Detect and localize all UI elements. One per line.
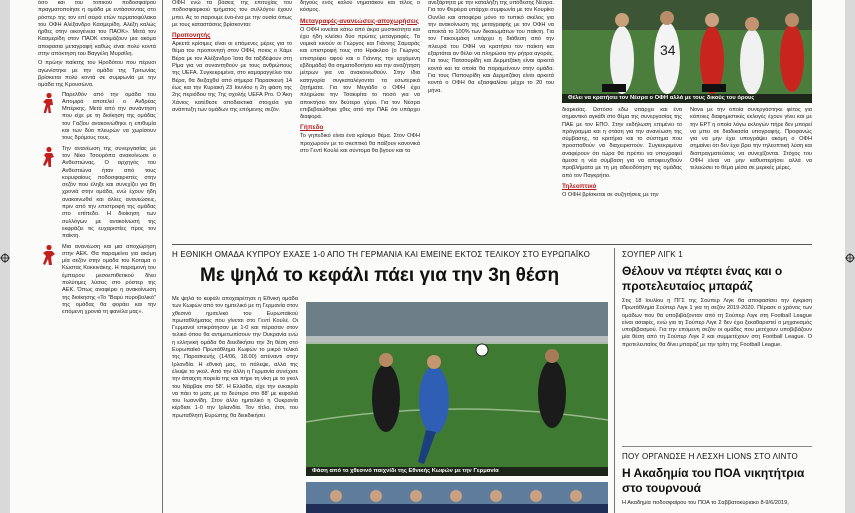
brief-text: Την ανανέωση της συνεργασίας με τον Νίκο Τσουρόπα ανακοίνωσε ο Ανθεστιώνας. Ο αρχηγός του Ανθεστιώνα ήταν από τους κορυφαίους ποδοσφαιριστές στην σεζόν που έληξε και συνεχίζει για 8η χρονιά στην ομάδα, ενώ έχουν ήδη ανακοινωθεί και άλλες ανανεώσεις, πριν από την επιστροφή της ομάδας στο επίπεδο. Η διοίκηση των συλλόγων με ανακοίνωσή της εκφράζει τις ευχαριστίες προς τον παίκτη. <box>62 145 156 240</box>
side2-story-text <box>622 500 812 513</box>
article-column-2 <box>172 0 292 236</box>
side-headline: Θέλουν να πέφτει ένας και ο προτελευταίος μπαράζ <box>622 264 783 293</box>
top-photo-caption: Θέλει να κρατήσει τον Νέσρα ο ΟΦΗ αλλά με τους δικούς του όρους <box>562 94 812 103</box>
col3-text2: Ο ΟΦΗ κινείται κάτω από άκρα μυστικότητα και έχει ήδη κλείσει δύο πρώτες μεταγραφές. Τα νομικά κινούν οι Γιώργος και Γιάννης Σαμαράς και επιστροφή τους στο Ηράκλειο (ο Γιώργος επιστρέφει αφού και ο Γιάννης την ερχόμενη εβδομάδα) θα σηματοδοτήσει και την αναζήτηση μέτρων για να ανακοινωθούν. Στην ίδια κατηγορία συγκαταλέγονται τα εσωτερικά ζητήματα. Για τον Μεγιάδο ο ΟΦΗ έχει πληρώσει την Τσακιρίτα το ποσό για να αποκτήσει τον δεύτερο γύρο. Για τον Νέσρα επιβεβαιώθηκε χθες από την ΠΑΕ ότι υπάρχει διαφορά. <box>300 26 420 121</box>
section-divider <box>172 244 812 245</box>
side-story-text <box>622 298 812 438</box>
article-column-5 <box>562 107 682 236</box>
main-story-text <box>172 296 298 513</box>
newspaper-page <box>10 0 845 513</box>
subhead-stadium: Γήπεδο <box>300 124 324 132</box>
side2-story-body: Η Ακαδημία ποδοσφαίρου του ΠΟΑ το Σαββατοκύριακο 8-9/6/2019, <box>622 500 789 506</box>
main-story-body: Με ψηλά το κεφάλι αποχαιρέτησε η Εθνική ομάδα των Κωφών από τον ημιτελικό με τη Γερμανία στον χθεσινό ημιτελικό του Ευρωπαϊκού πρωταθλήματος που γίνεται στο Γεντί Κουλέ. Οι Γερμανοί επικράτησαν με 1-0 και πέρασαν στον τελικό όπου θα αντιμετωπίσουν την Ουκρανία ενώ η ελληνική ομάδα θα διεκδικήσει την 3η θέση στο Ευρωπαϊκό Πρωτάθλημα Κωφών το μικρό τελικό της Παρασκευής (14/06, 18.00) απέναντι στην Ιρλανδία. Η εθνική μας, το πάλεψε, αλλά της έλειψε το γκολ. Από την άλλη η Γερμανία συνέχισε την άπαιχτη πορεία της και πήρε τη νίκη με το γκολ του Νάρβακ στο 58'. Η Ελλάδα, είχε την ευκαιρία να πάει το ματς με το δεύτερο στο 88' με κεφαλιά του Ιωαννίδη. Στον άλλο ημιτελικό η Ουκρανία κέρδισε 1-0 την Ιρλανδία. Τον τίτλο, έτσι, του πρωταθλητή Ευρώπης θα διεκδικήσει <box>172 296 298 419</box>
column-rule <box>614 248 615 513</box>
main-photo <box>306 302 608 476</box>
side-story-body: Στις 18 Ιουλίου η ΠΓΣ της Σούπερ Λιγκ θα αποφασίσει την έγκριση Πρωτάθλημα Σούπερ Λιγκ 1 για τη σεζόν 2019-2020. Πέρασε ο χρόνος των ομάδων που θα υποβιβάζονταν από τη Σούπερ Λιγκ στη Football League είναι ασαφές, ενώ για τη Σούπερ Λιγκ 2 δεν έχει ξεκαθαριστεί ο μηχανισμός υποβιβασμού. Για την επόμενη σεζόν οι ομάδες που μετέχουν υποβιβάζουν μία θέση από τη Σούπερ Λιγκ 2 και συμμετέχουν στη Football League. Ο προτελευταίος θα δίνει μπαράζ με την τρίτη της Football League. <box>622 298 812 348</box>
football-match-image <box>306 302 608 476</box>
brief-text: Μια ανανέωση και μια αποχώρηση στην ΑΕΚ. Θα παραμείνει για ακόμη μία σεζόν στην ομάδα του Κοταμα ο Κώστας Κοκκινάκης. Η παραμονή του έμπειρου μεσοεπιθετικού δίνει πολύτιμες λύσεις στο ρόστερ της ΑΕΚ. Όπως αναφέρει η ανακοίνωση της διοίκησης «Το "Βαρύ πυροβολικό" της ομάδας θα φοράει και την επόμενη χρονιά τη φανέλα μας». <box>62 243 156 316</box>
subhead-coach: Προπονητής <box>172 32 211 40</box>
side-divider <box>622 446 812 447</box>
team-photo-image <box>306 482 608 513</box>
col4-text1: ανεξάρτητα με την καταλήξη της υπόθεσης Νέσρα. Για τον Φερέιρα υπάρχει συμφωνία με τον Κουρίκο Ουνίλο και αποφέρει μόνο το τυπικό σκέλος για την ανακοίνωση της μεταγραφής με τον ΟΦΗ να αποκτά το 100% των δικαιωμάτων του παίκτη. Για τον Γιακουμάκη υπάρχει η διάθεση από την πλευρά του ΟΦΗ να κρατήσει τον παίκτη και εξαρτάται αν θέλει να πληρώσει την ρήτρα αγοράς. Για τους Πατσουρίδη και Δερμιτζάκη είναι αρκετά κοντά και τα οποία θα παραμείνουν στην ομάδα. Για τους Παπουρίδη και Δερμιτζάκη είναι αρκετά κοντά ο ΟΦΗ θα εξασφαλίσει μέχρι το 20 του μήνα. <box>428 0 554 94</box>
registration-mark-right <box>845 250 855 260</box>
brief-item <box>38 244 156 317</box>
main-kicker: Η ΕΘΝΙΚΗ ΟΜΑΔΑ ΚΥΠΡΟΥ ΕΧΑΣΕ 1-0 ΑΠΟ ΤΗ ΓΕΡΜΑΝΙΑ ΚΑΙ ΕΜΕΙΝΕ ΕΚΤΟΣ ΤΕΛΙΚΟΥ ΣΤΟ ΕΥΡΩΠΑΪΚΟ <box>172 250 590 259</box>
side2-kicker: ΠΟΥ ΟΡΓΑΝΩΣΕ Η ΛΕΣΧΗ LIONS ΣΤΟ ΛΙΝΤΟ <box>622 452 798 461</box>
article-column-4 <box>428 0 554 236</box>
col3-text3: Το γηπεδικό είναι ένα κρίσιμο θέμα. Στον ΟΦΗ προχωρούν με το σκεπτικό θα παίξουν κανονικά στο Γεντί Κουλέ και σύντομα θα βγουν και τα <box>300 133 420 155</box>
secondary-photo <box>306 482 608 513</box>
player-figure-icon <box>40 92 58 114</box>
subhead-tv: Τηλεοπτικό <box>562 182 597 190</box>
football-players-image <box>562 0 812 103</box>
subhead-transfers: Μεταγραφές-ανανεώσεις-αποχωρήσεις <box>300 17 419 25</box>
brief-item <box>38 146 156 241</box>
col3-text1: δηγούς ενός καλού νηματάκου και τέλος ο κόσμος. <box>300 0 420 14</box>
article-column-3 <box>300 0 420 236</box>
column-rule <box>162 0 163 513</box>
main-headline: Με ψηλά το κεφάλι πάει για την 3η θέση <box>200 265 560 286</box>
registration-mark-left <box>0 250 10 260</box>
article-column-6 <box>690 107 812 236</box>
brief-item <box>38 92 156 143</box>
svg-text:34: 34 <box>660 42 676 58</box>
col5-text2: Ο ΟΦΗ βρίσκεται σε συζητήσεις με την <box>562 191 659 198</box>
brief-text: Παρελθόν από την ομάδα του Απομιρά αποτελεί ο Ανδρέας Μπέρκης. Μετά από την συνάντηση που είχε με τη διοίκηση της ομάδας του Γαζίου ανακοινώθηκε η επιθυμία και των δύο πλευρών να χωρίσουν τους δρόμους τους. <box>62 91 156 142</box>
side-kicker: ΣΟΥΠΕΡ ΛΙΓΚ 1 <box>622 250 683 259</box>
left-p2: Ο πρώην παίκτης του Ηροδότου που πέρυσι αγωνίστηκε με την ομάδα της Τριτωνίας βρίσκεται πολύ κοντά σε συμφωνία με την ομάδα της Κρουσώνα. <box>38 60 156 89</box>
col6-text1: Nova με την οποία συνεργάστηκε φέτος για κάποιες διαφημιστικές εκλογές έχουν γίνει και με την ΕΡΤ η οποία λόγω εκλογών πήρε δεν μπορεί να μπει σε διαδικασία υπογραφής. Προφανώς για να μην έχει υπογράψει ακόμη ο ΟΦΗ σημαίνει ότι δεν έχει βρει την τηλεοπτική λύση και διαπραγματεύσεις να συνεχίζονται. Στόχος του ΟΦΗ είναι να μην καθυστερήσει αλλά να τελειώσει το θέμα μέσα σε μερικές μέρες. <box>690 107 812 172</box>
side2-headline: Η Ακαδημία του ΠΟΑ νικητήτρια στο τουρνουά <box>622 466 805 495</box>
player-figure-icon <box>40 146 58 168</box>
left-intro: όσο και του τοπικού ποδοσφαίρου πραγματοποίησε η ομάδα με εντάσσοντας στο ρόστερ της τον επί σειρά ετών τερματοφύλακα του ΟΦΗ Αλέξανδρο Κασμερίδη. Αλέξη καλώς ήρθες στην οικογένεια του ΠΑΟΚ». Μετά τον Κασμερίδη στον ΠΑΟΚ ετοιμάζουν μια ακόμα αποφασια μεταγραφή καθώς είναι πολύ κοντά στην απόκτηση του Βαγγέλη Μυρσίλη. <box>38 0 156 58</box>
col2-text1: ΟΦΗ ενώ τα βάσεις της επιτυχίας του ποδοσφαιρικού τμήματος του συλλόγου έχουν μπει. Ας το παρουμε ένα-ένα με την ουσία όπως με τους καταστάσεις βρίσκονται: <box>172 0 292 28</box>
top-photo <box>562 0 812 103</box>
left-column <box>38 0 156 513</box>
main-photo-caption: Φάση από το χθεσινό παιχνίδι της Εθνικής Κωφών με την Γερμανία <box>306 467 608 476</box>
col5-text1: διαρκείας. Ωστόσο εδώ υπάρχει και ένα σημαντικό αγκάθι στο θέμα της συνεργασίας της ΠΑΕ με τον ΕΠΟ. Στην εκδήλωση επιμένει το πρόγραμμα και η στάση για την ανανέωση της σύμβασης, τα κριτήρια και το σύστημα που προσπαθούν να διαχειριστούν. Συγκεκριμένα αναφέρουν ότι τώρα θα πρέπει να υπογραφεί άμεσα η νέα σύμβαση για να αποφευχθούν προβλήματα με τη μη αδειοδότηση της ομάδας από τον Παγκρήτιο. <box>562 107 682 179</box>
col2-text2: Αρκετά κρίσιμες είναι οι επόμενες μέρες για το θέμα του προπονητή στον ΟΦΗ, ποιος ο Χάμε Βέρα με τον Αλέξανδρο Ίατα θα ταξιδέψουν στη Ρίμα για να συναντηθούν με τους ανθρώπους της UEFA. Συγκεκριμένα, στο καμαραγγέλιο του Βέρα, θα διεξαχθεί από σήμερα Παρασκευή 14 έως και την Κυριακή 23 Ιουνίου η 2η φάση της 2ης περιόδου της 7ης σχολής UEFA Pro. Ο Άκη Χάνιος κατέθεσε αποδεικτικά στοιχεία για ανάπτυξη των ομάδων της επόμενης σεζόν. <box>172 41 292 113</box>
player-figure-icon <box>40 244 58 266</box>
